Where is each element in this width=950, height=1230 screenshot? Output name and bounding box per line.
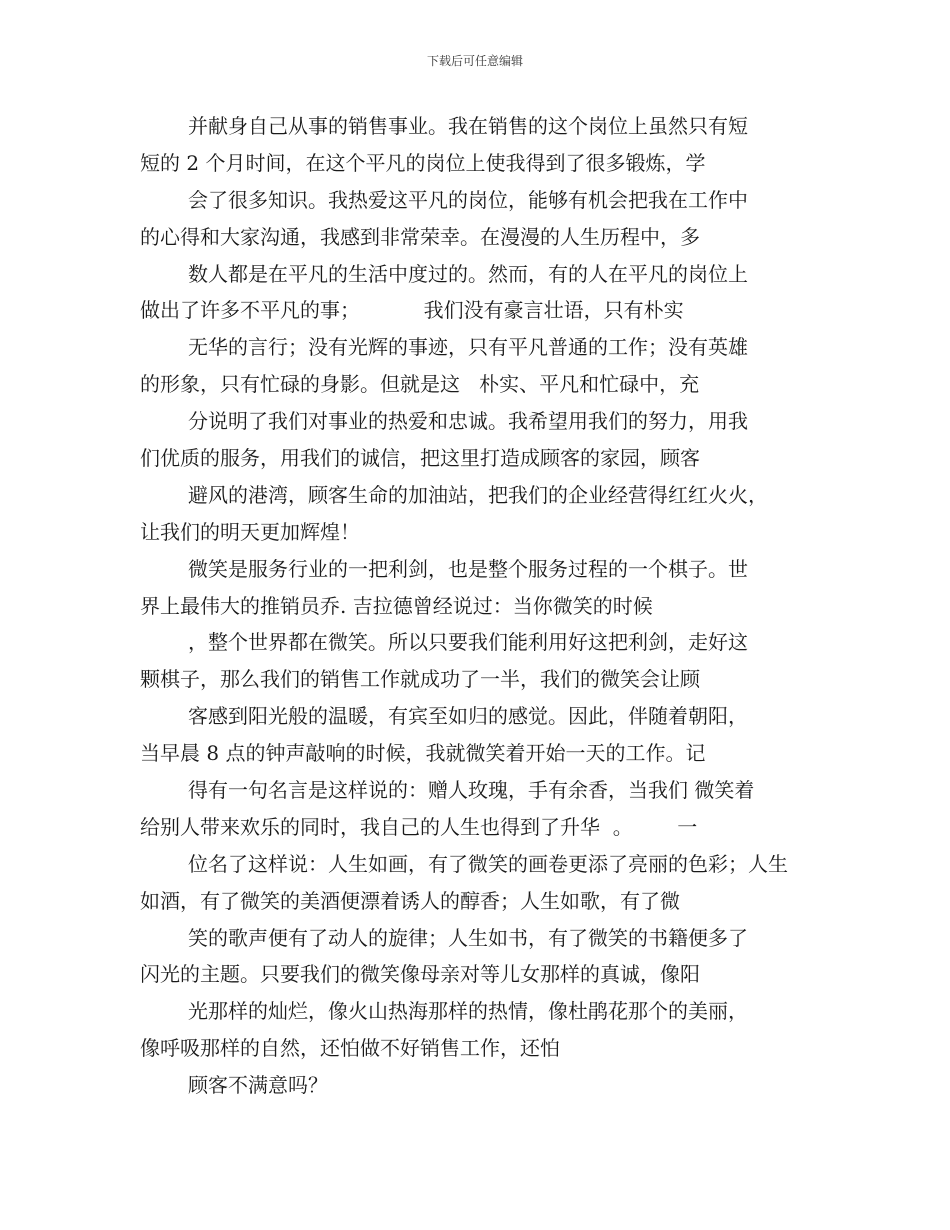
text-line: 界上最伟大的推销员乔. 吉拉德曾经说过：当你微笑的时候 (140, 593, 653, 618)
text-line: 并献身自己从事的销售事业。我在销售的这个岗位上虽然只有短 (188, 114, 748, 138)
text-line: 让我们的明天更加辉煌！ (140, 519, 360, 544)
text-line: 短的 2 个月时间，在这个平凡的岗位上使我得到了很多锻炼，学 (140, 150, 706, 175)
text-line: 微笑是服务行业的一把利剑，也是整个服务过程的一个棋子。世 (188, 556, 748, 581)
page-header: 下载后可任意编辑 (426, 54, 523, 68)
text-line: 得有一句名言是这样说的：赠人玫瑰，手有余香，当我们 微笑着 (188, 778, 755, 803)
text-line: 数人都是在平凡的生活中度过的。然而，有的人在平凡的岗位上 (188, 261, 748, 286)
text-line: 做出了许多不平凡的事； 我们没有豪言壮语，只有朴实 (140, 298, 684, 323)
text-line: 当早晨 8 点的钟声敲响的时候，我就微笑着开始一天的工作。记 (140, 741, 706, 766)
text-line: 颗棋子，那么我们的销售工作就成功了一半，我们的微笑会让顾 (140, 667, 700, 692)
text-line: 会了很多知识。我热爱这平凡的岗位，能够有机会把我在工作中 (188, 187, 748, 212)
text-line: 如酒，有了微笑的美酒便漂着诱人的醇香；人生如歌，有了微 (140, 888, 680, 913)
text-line: 客感到阳光般的温暖，有宾至如归的感觉。因此，伴随着朝阳， (188, 704, 748, 729)
text-line: 顾客不满意吗？ (188, 1073, 328, 1098)
text-line: 闪光的主题。只要我们的微笑像母亲对等儿女那样的真诚，像阳 (140, 962, 700, 987)
text-line: 笑的歌声便有了动人的旋律；人生如书，有了微笑的书籍便多了 (188, 925, 748, 950)
text-line: 的形象，只有忙碌的身影。但就是这 朴实、平凡和忙碌中，充 (140, 372, 700, 397)
document-body (0, 108, 950, 1104)
text-line: 的心得和大家沟通，我感到非常荣幸。在漫漫的人生历程中，多 (140, 224, 700, 249)
text-line: 像呼吸那样的自然，还怕做不好销售工作，还怕 (140, 1036, 560, 1061)
text-line: 位名了这样说：人生如画，有了微笑的画卷更添了亮丽的色彩；人生 (188, 851, 788, 876)
text-line: 分说明了我们对事业的热爱和忠诚。我希望用我们的努力，用我 (188, 409, 748, 434)
text-line: 们优质的服务，用我们的诚信，把这里打造成顾客的家园，顾客 (140, 446, 700, 471)
text-line: 无华的言行；没有光辉的事迹，只有平凡普通的工作；没有英雄 (188, 335, 748, 360)
text-line: ，整个世界都在微笑。所以只要我们能利用好这把利剑，走好这 (188, 630, 748, 655)
text-line: 光那样的灿烂，像火山热海那样的热情，像杜鹃花那个的美丽， (188, 999, 748, 1024)
text-line: 避风的港湾，顾客生命的加油站，把我们的企业经营得红红火火， (188, 482, 768, 507)
text-line: 给别人带来欢乐的同时，我自己的人生也得到了升华 。 一 (140, 814, 698, 839)
